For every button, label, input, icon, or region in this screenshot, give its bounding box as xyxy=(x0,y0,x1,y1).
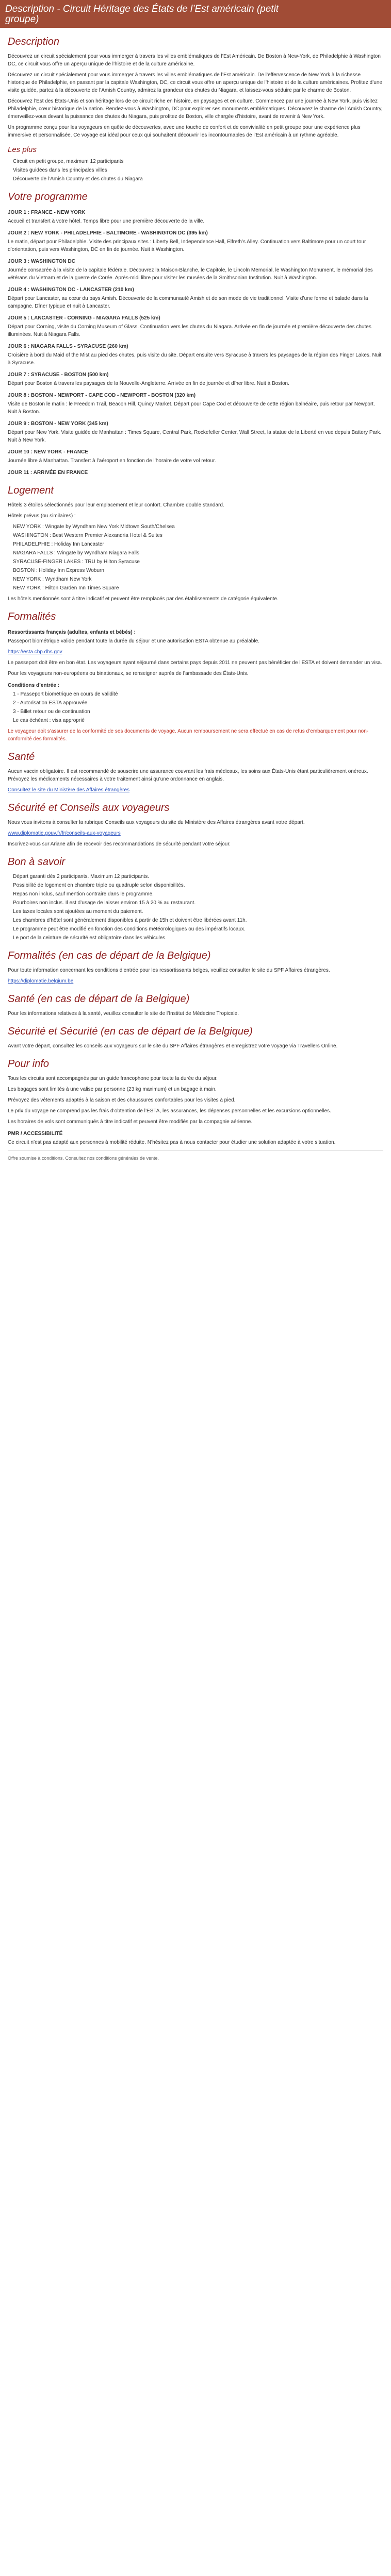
day-title: JOUR 4 : WASHINGTON DC - LANCASTER (210 km) xyxy=(8,287,134,293)
hotel-item: SYRACUSE-FINGER LAKES : TRU by Hilton Syracuse xyxy=(13,559,140,565)
bon-a-savoir-item: Possibilité de logement en chambre triple ou quadruple selon disponibilités. xyxy=(13,883,185,889)
sante-link[interactable]: Consultez le site du Ministère des Affaires étrangères xyxy=(8,787,130,793)
bon-a-savoir-item: Repas non inclus, sauf mention contraire dans le programme. xyxy=(13,891,154,897)
belgique-securite-text: Avant votre départ, consultez les conseils aux voyageurs sur le site du SPF Affaires étrangères et enregistrez votre voyage via Travellers Online. xyxy=(8,1043,338,1049)
pour-info-paragraph: Les horaires de vols sont communiqués à titre indicatif et peuvent être modifiés par la compagnie aérienne. xyxy=(8,1119,253,1125)
hotel-item: PHILADELPHIE : Holiday Inn Lancaster xyxy=(13,541,104,548)
securite-text-2: Inscrivez-vous sur Ariane afin de recevoir des recommandations de sécurité pendant votre séjour. xyxy=(8,841,231,848)
condition-item: Le cas échéant : visa approprié xyxy=(13,718,85,724)
hotel-item: BOSTON : Holiday Inn Express Woburn xyxy=(13,568,104,574)
hotel-item: NEW YORK : Wingate by Wyndham New York Midtown South/Chelsea xyxy=(13,524,175,530)
bon-a-savoir-item: Pourboires non inclus. Il est d’usage de laisser environ 15 à 20 % au restaurant. xyxy=(13,900,196,906)
bon-a-savoir-item: Les taxes locales sont ajoutées au moment du paiement. xyxy=(13,909,143,915)
description-section xyxy=(8,53,383,139)
banner-title-line-2: groupe) xyxy=(5,13,39,25)
logement-note: Les hôtels mentionnés sont à titre indicatif et peuvent être remplacés par des établissements de catégorie équivalente. xyxy=(8,596,279,602)
day-title: JOUR 10 : NEW YORK - FRANCE xyxy=(8,449,88,455)
day-title: JOUR 6 : NIAGARA FALLS - SYRACUSE (260 km) xyxy=(8,344,128,350)
formalites-note: Le voyageur doit s’assurer de la conformité de ses documents de voyage. Aucun remboursement ne sera effectué en cas de refus d’embarquement pour non-conformité des formalités. xyxy=(8,728,369,742)
pour-info-paragraph: Prévoyez des vêtements adaptés à la saison et des chaussures confortables pour les visites à pied. xyxy=(8,1097,236,1104)
description-paragraph: Un programme conçu pour les voyageurs en quête de découvertes, avec une touche de confort et de convivialité en petit groupe pour une expérience plus immersive et personnalisée. Ce voyage est idéal pour ceux qui souhaitent découvrir les incontournables de l’Est américain à un rythme agréable. xyxy=(8,124,361,138)
formalites-heading: Formalités xyxy=(8,611,56,623)
bon-a-savoir-item: Les chambres d’hôtel sont généralement disponibles à partir de 15h et doivent être libérées avant 11h. xyxy=(13,918,247,924)
programme-day xyxy=(8,343,383,367)
day-title: JOUR 1 : FRANCE - NEW YORK xyxy=(8,210,86,216)
condition-item: 1 - Passeport biométrique en cours de validité xyxy=(13,691,118,698)
day-text: Départ pour New York. Visite guidée de Manhattan : Times Square, Central Park, Rockefeller Center, Wall Street, la statue de la Liberté en vue depuis Battery Park. Nuit à New York. xyxy=(8,430,382,444)
day-text: Visite de Boston le matin : le Freedom Trail, Beacon Hill, Quincy Market. Départ pour Cape Cod et découverte de cette région balnéaire, puis retour par Newport. Nuit à Boston. xyxy=(8,401,375,415)
description-paragraph: Découvrez l’Est des États-Unis et son héritage lors de ce circuit riche en histoire, en paysages et en culture. Commencez par une journée à New York, puis visitez Philadelphie, cœur historique de la nation. Rendez-vous à Washington, DC pour explorer ses monuments emblématiques. Découvrez le charme de l’Amish Country, émerveillez-vous devant la puissance des chutes du Niagara, puis profitez de Boston, ville chargée d’histoire, avant de revenir à New York. xyxy=(8,98,383,120)
day-text: Départ pour Boston à travers les paysages de la Nouvelle-Angleterre. Arrivée en fin de journée et dîner libre. Nuit à Boston. xyxy=(8,381,289,387)
programme-day xyxy=(8,469,383,477)
esta-link[interactable]: https://esta.cbp.dhs.gov xyxy=(8,649,62,655)
footer-divider xyxy=(8,1150,383,1151)
day-title: JOUR 3 : WASHINGTON DC xyxy=(8,259,75,265)
hotel-list xyxy=(8,523,383,592)
logement-hotels-intro: Hôtels prévus (ou similaires) : xyxy=(8,513,76,519)
conditions-title: Conditions d’entrée : xyxy=(8,683,59,689)
day-title: JOUR 7 : SYRACUSE - BOSTON (500 km) xyxy=(8,372,109,378)
programme-section xyxy=(8,209,383,477)
bon-a-savoir-list xyxy=(8,873,383,942)
description-paragraph: Découvrez un circuit spécialement pour vous immerger à travers les villes emblématiques de l’Est américain. De l’effervescence de New York à la richesse historique de Philadelphie, en passant par la capitale Washington, DC, ce circuit vous offre un aperçu unique de l’histoire et de la culture américaines. Profitez d’une visite guidée, partez à la découverte de l’Amish Country, admirez la grandeur des chutes du Niagara, et laissez-vous séduire par le charme de Boston. xyxy=(8,72,382,93)
pour-info-paragraph: Tous les circuits sont accompagnés par un guide francophone pour toute la durée du séjour. xyxy=(8,1076,218,1082)
pour-info-section xyxy=(8,1075,383,1126)
belgique-formalites-link[interactable]: https://diplomatie.belgium.be xyxy=(8,978,74,985)
bon-a-savoir-item: Le port de la ceinture de sécurité est obligatoire dans les véhicules. xyxy=(13,935,167,941)
securite-link[interactable]: www.diplomatie.gouv.fr/fr/conseils-aux-voyageurs xyxy=(8,831,121,837)
sante-section xyxy=(8,768,383,794)
hotel-item: NEW YORK : Hilton Garden Inn Times Square xyxy=(13,585,119,591)
programme-day xyxy=(8,314,383,338)
formalites-section xyxy=(8,629,383,743)
conditions-list xyxy=(8,690,383,724)
sante-text: Aucun vaccin obligatoire. Il est recommandé de souscrire une assurance couvrant les frais médicaux, les soins aux États-Unis étant particulièrement onéreux. Prévoyez les médicaments nécessaires à votre traitement ainsi qu’une ordonnance en anglais. xyxy=(8,769,368,783)
programme-day xyxy=(8,448,383,465)
day-text: Départ pour Corning, visite du Corning Museum of Glass. Continuation vers les chutes du Niagara. Arrivée en fin de journée et première découverte des chutes illuminées. Nuit à Niagara Falls. xyxy=(8,324,371,338)
footer-text: Offre soumise à conditions. Consultez nos conditions générales de vente. xyxy=(8,1156,159,1161)
formalites-subtitle: Ressortissants français (adultes, enfants et bébés) : xyxy=(8,630,136,636)
day-title: JOUR 2 : NEW YORK - PHILADELPHIE - BALTIMORE - WASHINGTON DC (395 km) xyxy=(8,230,208,236)
day-text: Accueil et transfert à votre hôtel. Temps libre pour une première découverte de la ville. xyxy=(8,218,205,225)
includes-heading: Les plus xyxy=(8,145,37,154)
sante-heading: Santé xyxy=(8,751,35,763)
programme-heading: Votre programme xyxy=(8,191,88,203)
page-banner xyxy=(0,0,391,28)
hotel-item: NEW YORK : Wyndham New York xyxy=(13,577,92,583)
belgique-formalites-heading: Formalités (en cas de départ de la Belgique) xyxy=(8,950,211,962)
description-heading: Description xyxy=(8,36,60,47)
logement-section xyxy=(8,501,383,603)
page xyxy=(0,0,391,1176)
condition-item: 3 - Billet retour ou de continuation xyxy=(13,709,90,715)
pour-info-paragraph: Le prix du voyage ne comprend pas les frais d’obtention de l’ESTA, les assurances, les dépenses personnelles et les excursions optionnelles. xyxy=(8,1108,331,1114)
hotel-item: WASHINGTON : Best Western Premier Alexandria Hotel & Suites xyxy=(13,533,162,539)
day-text: Départ pour Lancaster, au cœur du pays Amish. Découverte de la communauté Amish et de son mode de vie traditionnel. Visite d’une ferme et balade dans la campagne. Dîner typique et nuit à Lancaster. xyxy=(8,296,368,310)
logement-text: Hôtels 3 étoiles sélectionnés pour leur emplacement et leur confort. Chambre double standard. xyxy=(8,502,224,509)
accessibilite-text: Ce circuit n’est pas adapté aux personnes à mobilité réduite. N’hésitez pas à nous contacter pour étudier une solution adaptée à votre situation. xyxy=(8,1140,336,1146)
includes-item: Visites guidées dans les principales villes xyxy=(13,167,107,174)
day-title: JOUR 5 : LANCASTER - CORNING - NIAGARA FALLS (525 km) xyxy=(8,315,160,321)
programme-day xyxy=(8,286,383,310)
day-text: Journée libre à Manhattan. Transfert à l’aéroport en fonction de l’horaire de votre vol retour. xyxy=(8,458,216,464)
belgique-sante-text: Pour les informations relatives à la santé, veuillez consulter le site de l’Institut de Médecine Tropicale. xyxy=(8,1011,239,1017)
day-title: JOUR 8 : BOSTON - NEWPORT - CAPE COD - NEWPORT - BOSTON (320 km) xyxy=(8,393,196,399)
belgique-sante-heading: Santé (en cas de départ de la Belgique) xyxy=(8,993,190,1005)
belgique-formalites-text: Pour toute information concernant les conditions d’entrée pour les ressortissants belges, veuillez consulter le site du SPF Affaires étrangères. xyxy=(8,968,330,974)
hotel-item: NIAGARA FALLS : Wingate by Wyndham Niagara Falls xyxy=(13,550,140,556)
day-text: Journée consacrée à la visite de la capitale fédérale. Découvrez la Maison-Blanche, le Capitole, le Lincoln Memorial, le Washington Monument, le mémorial des vétérans du Vietnam et de la guerre de Corée. Après-midi libre pour visiter les musées de la Smithsonian Institution. Nuit à Washington. xyxy=(8,267,373,281)
securite-heading: Sécurité et Conseils aux voyageurs xyxy=(8,802,170,814)
securite-section xyxy=(8,819,383,848)
day-text: Le matin, départ pour Philadelphie. Visite des principaux sites : Liberty Bell, Independence Hall, Elfreth’s Alley. Continuation vers Baltimore pour un court tour d’orientation, puis vers Washington, DC en fin de journée. Nuit à Washington. xyxy=(8,239,366,253)
condition-item: 2 - Autorisation ESTA approuvée xyxy=(13,700,88,706)
bon-a-savoir-item: Départ garanti dès 2 participants. Maximum 12 participants. xyxy=(13,874,150,880)
day-title: JOUR 9 : BOSTON - NEW YORK (345 km) xyxy=(8,421,108,427)
programme-day xyxy=(8,209,383,225)
programme-day xyxy=(8,258,383,282)
description-paragraph: Découvrez un circuit spécialement pour vous immerger à travers les villes emblématiques de l’Est Américain. De Boston à New-York, de Philadelphie à Washington DC, ce circuit vous offre un aperçu unique de l’histoire et de la culture américaine. xyxy=(8,53,381,67)
day-title: JOUR 11 : ARRIVÉE EN FRANCE xyxy=(8,470,88,476)
formalites-text: Le passeport doit être en bon état. Les voyageurs ayant séjourné dans certains pays depuis 2011 ne peuvent pas bénéficier de l’ESTA et doivent demander un visa. xyxy=(8,660,382,666)
includes-list xyxy=(8,158,383,183)
programme-day xyxy=(8,229,383,253)
formalites-text: Passeport biométrique valide pendant toute la durée du séjour et une autorisation ESTA obtenue au préalable. xyxy=(8,638,259,645)
pour-info-paragraph: Les bagages sont limités à une valise par personne (23 kg maximum) et un bagage à main. xyxy=(8,1087,217,1093)
programme-day xyxy=(8,371,383,387)
day-text: Croisière à bord du Maid of the Mist au pied des chutes, puis visite du site. Départ ensuite vers Syracuse à travers les paysages de la région des Finger Lakes. Nuit à Syracuse. xyxy=(8,352,382,366)
accessibilite-heading: PMR / ACCESSIBILITÉ xyxy=(8,1131,63,1137)
pour-info-heading: Pour info xyxy=(8,1058,50,1070)
bon-a-savoir-item: Le programme peut être modifié en fonction des conditions météorologiques ou des impératifs locaux. xyxy=(13,926,246,933)
belgique-securite-heading: Sécurité et Sécurité (en cas de départ de la Belgique) xyxy=(8,1026,253,1038)
includes-item: Découverte de l’Amish Country et des chutes du Niagara xyxy=(13,176,143,182)
formalites-text: Pour les voyageurs non-européens ou binationaux, se renseigner auprès de l’ambassade des États-Unis. xyxy=(8,671,249,677)
banner-title-line-1: Description - Circuit Héritage des États de l’Est américain (petit xyxy=(5,4,279,14)
programme-day xyxy=(8,392,383,416)
securite-text: Nous vous invitons à consulter la rubrique Conseils aux voyageurs du site du Ministère des Affaires étrangères avant votre départ. xyxy=(8,820,305,826)
programme-day xyxy=(8,420,383,444)
logement-heading: Logement xyxy=(8,485,54,497)
includes-item: Circuit en petit groupe, maximum 12 participants xyxy=(13,159,124,165)
bon-a-savoir-heading: Bon à savoir xyxy=(8,856,66,868)
